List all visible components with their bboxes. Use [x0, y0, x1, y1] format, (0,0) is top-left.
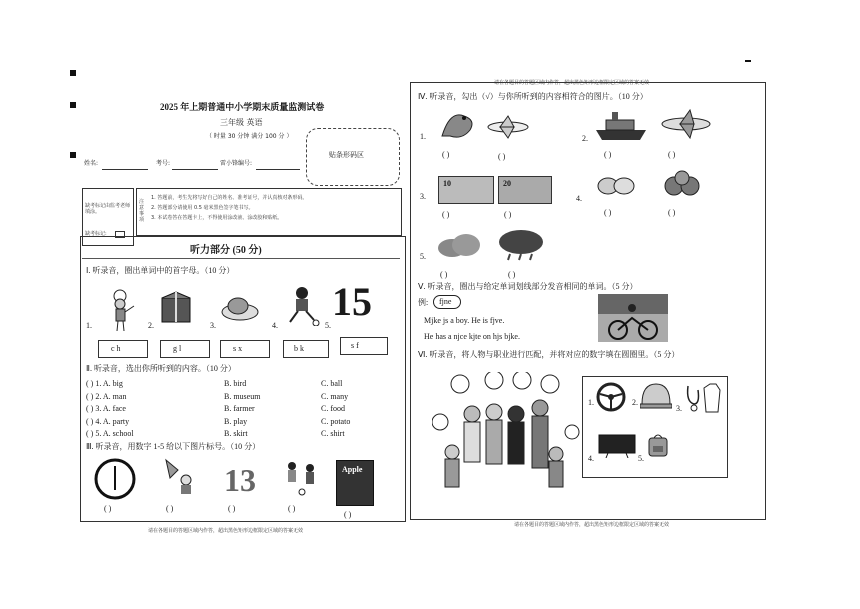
q4-title: Ⅳ. 听录音，勾出（√）与你所听到的内容相符合的图片。（10 分）	[418, 92, 648, 101]
q2-row-b: B. play	[224, 417, 248, 426]
absent-note: 缺考标记由监考老师填涂。	[85, 203, 131, 215]
q1-answer-box[interactable]	[160, 340, 210, 358]
q2-row-a[interactable]: ( ) 4. A. party	[86, 417, 130, 426]
left-footer-note: 请在各题目的答题区域内作答，超出黑色矩形边框限定区域的答案无效	[148, 528, 304, 534]
q4-answer[interactable]: ( )	[508, 270, 516, 279]
notice-item: 1. 答题前，考生先将写好自己的姓名、准考证号，并认真核对条形码。	[151, 195, 308, 201]
left-sheet	[78, 78, 408, 520]
q2-title: Ⅱ. 听录音，选出你所听到的内容。（10 分）	[86, 364, 236, 373]
q6-num-5: 5.	[638, 454, 644, 463]
dragon-picture	[436, 106, 480, 144]
absent-mark-label: 缺考标记:	[85, 231, 107, 237]
q4-answer[interactable]: ( )	[440, 270, 448, 279]
listening-title-rule	[82, 258, 400, 259]
q2-row-b: B. skirt	[224, 429, 248, 438]
name-field[interactable]	[102, 169, 148, 170]
potatoes-picture	[596, 172, 636, 196]
q1-answer-box[interactable]	[220, 340, 270, 358]
right-header-note: 请在各题目的答题区域内作答，超出黑色矩形边框限定区域的答案无效	[494, 80, 650, 86]
q2-row-b: B. bird	[224, 379, 247, 388]
q4-answer[interactable]: ( )	[442, 210, 450, 219]
barcode-label: 贴条形码区	[329, 151, 364, 159]
q1-answer-box[interactable]	[98, 340, 148, 358]
seat-field[interactable]	[256, 169, 300, 170]
q4-num-2: 2.	[582, 134, 588, 143]
q2-row-c: C. ball	[321, 379, 343, 388]
name-label: 姓名:	[84, 160, 99, 167]
cyclist-photo	[598, 294, 668, 342]
q3-title: Ⅲ. 听录音，用数字 1-5 给以下图片标号。（10 分）	[86, 442, 261, 451]
q5-line-1[interactable]: Mjke js a boy. He is fjve.	[424, 316, 505, 325]
food-dish-picture	[220, 292, 260, 322]
q6-num-2: 2.	[632, 398, 638, 407]
q1-number-art: 15	[332, 279, 372, 324]
notice-title: 注意事项	[139, 199, 145, 223]
notice-box	[136, 188, 402, 236]
q4-num-4: 4.	[576, 194, 582, 203]
q1-num-3: 3.	[210, 321, 216, 330]
q2-row-a[interactable]: ( ) 2. A. man	[86, 392, 127, 401]
q6-title: Ⅵ. 听录音，将人物与职业进行匹配，并将对应的数字填在圆圈里。（5 分）	[418, 350, 680, 359]
notice-item: 2. 答题部分请使用 0.5 毫米黑色签字笔书写。	[151, 205, 254, 211]
apple-juice-picture	[336, 460, 374, 506]
boy-thinking-picture	[108, 288, 142, 332]
q4-answer[interactable]: ( )	[498, 152, 506, 161]
clock-picture	[94, 458, 136, 500]
listening-title: 听力部分 (50 分)	[190, 245, 262, 256]
airplane-picture	[660, 108, 712, 140]
q5-example-word: fjne	[439, 297, 452, 306]
q4-num-5: 5.	[420, 252, 426, 261]
q4-answer[interactable]: ( )	[604, 208, 612, 217]
q1-title: Ⅰ. 听录音，圈出单词中的首字母。（10 分）	[86, 266, 235, 275]
letter-pair: b k	[294, 344, 304, 353]
schoolbag-icon	[646, 432, 670, 458]
steering-wheel-icon	[596, 382, 626, 412]
q4-num-1: 1.	[420, 132, 426, 141]
scan-mark-2	[70, 102, 76, 108]
q1-answer-box[interactable]	[283, 340, 329, 358]
money-value: 20	[503, 179, 511, 188]
oranges-picture	[664, 170, 700, 196]
scan-dash	[745, 60, 751, 62]
letter-pair: g l	[173, 344, 182, 353]
q3-number-art: 13	[224, 462, 256, 498]
exam-no-field[interactable]	[172, 169, 218, 170]
notice-item: 3. 本试卷答在答题卡上，不得使用涂改液、涂改胶和贴纸。	[151, 215, 283, 221]
q2-row-a[interactable]: ( ) 5. A. school	[86, 429, 134, 438]
plane-picture-small	[486, 112, 532, 142]
q2-row-c: C. many	[321, 392, 349, 401]
blackboard-icon	[598, 434, 636, 458]
banknote-20-picture	[498, 176, 552, 204]
gift-box-picture	[158, 288, 194, 324]
q5-line-2[interactable]: He has a njce kjte on hjs bjke.	[424, 332, 520, 341]
exam-no-label: 考号:	[156, 160, 171, 167]
q3-answer-4[interactable]: ( )	[288, 504, 296, 513]
exam-subtitle: 三年级 英语	[220, 118, 263, 127]
q5-example-circle	[433, 295, 461, 309]
q2-row-b: B. farmer	[224, 404, 255, 413]
q3-answer-1[interactable]: ( )	[104, 504, 112, 513]
family-picture	[432, 372, 580, 500]
kite-girl-picture	[156, 458, 200, 498]
q1-num-2: 2.	[148, 321, 154, 330]
q3-answer-5[interactable]: ( )	[344, 510, 352, 519]
seat-label: 雷小锋编号:	[220, 160, 253, 167]
money-value: 10	[443, 179, 451, 188]
q4-answer[interactable]: ( )	[668, 208, 676, 217]
letter-pair: s f	[351, 341, 359, 350]
q5-example-label: 例:	[418, 298, 429, 307]
q3-answer-3[interactable]: ( )	[228, 504, 236, 513]
q2-row-c: C. potato	[321, 417, 351, 426]
q1-num-5: 5.	[325, 321, 331, 330]
q4-answer[interactable]: ( )	[604, 150, 612, 159]
apple-label: Apple	[342, 465, 363, 474]
q4-answer[interactable]: ( )	[668, 150, 676, 159]
q4-answer[interactable]: ( )	[442, 150, 450, 159]
stethoscope-coat-icon	[684, 382, 722, 414]
barcode-area	[306, 128, 400, 186]
scan-mark-3	[70, 152, 76, 158]
letter-pair: s x	[233, 344, 243, 353]
q2-row-c: C. food	[321, 404, 345, 413]
q2-row-c: C. shirt	[321, 429, 345, 438]
q1-num-4: 4.	[272, 321, 278, 330]
kids-playing-picture	[282, 460, 322, 498]
cloud-picture	[434, 230, 484, 260]
letter-pair: c h	[111, 344, 121, 353]
exam-time-score: （ 时量 30 分钟 满分 100 分 ）	[206, 133, 293, 140]
q6-num-3: 3.	[676, 404, 682, 413]
q1-num-1: 1.	[86, 321, 92, 330]
right-footer-note: 请在各题目的答题区域内作答，超出黑色矩形边框限定区域的答案无效	[514, 522, 670, 528]
helmet-icon	[640, 382, 672, 412]
scan-mark-1	[70, 70, 76, 76]
q4-num-3: 3.	[420, 192, 426, 201]
q1-answer-box[interactable]	[340, 337, 388, 355]
q6-num-4: 4.	[588, 454, 594, 463]
exam-title: 2025 年上期普通中小学期末质量监测试卷	[160, 102, 325, 112]
q2-row-b: B. museum	[224, 392, 261, 401]
q6-num-1: 1.	[588, 398, 594, 407]
banknote-10-picture	[438, 176, 494, 204]
q3-answer-2[interactable]: ( )	[166, 504, 174, 513]
q4-answer[interactable]: ( )	[504, 210, 512, 219]
q2-row-a[interactable]: ( ) 1. A. big	[86, 379, 123, 388]
q5-title: Ⅴ. 听录音，圈出与给定单词划线部分发音相同的单词。（5 分）	[418, 282, 638, 291]
ship-picture	[594, 108, 648, 144]
q2-row-a[interactable]: ( ) 3. A. face	[86, 404, 126, 413]
rain-cloud-picture	[496, 228, 546, 262]
boy-playing-picture	[284, 286, 320, 326]
